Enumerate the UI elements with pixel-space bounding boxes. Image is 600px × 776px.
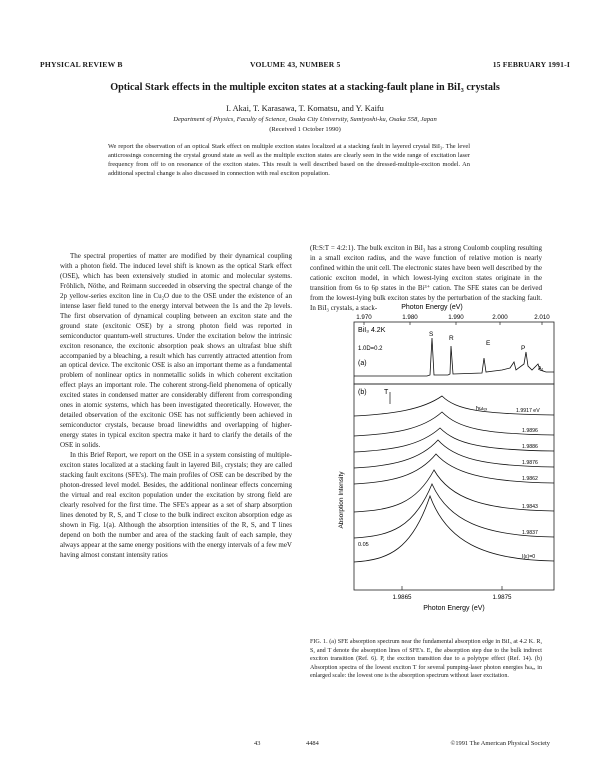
panel-b-label: (b) <box>358 389 367 396</box>
top-axis-label: Photon Energy (eV) <box>401 304 463 311</box>
line-label-a1: A₁ <box>538 366 544 372</box>
panel-b-scale: 0.05 <box>358 542 369 548</box>
abstract: We report the observation of an optical Stark effect on multiple exciton states localized at a stacking fault in layered crystal BiI₃. The level anticrossings concerning the crystal ground state as well as the multiple exciton states are clearly seen in the wide range of excitation laser frequency from off to on resonance of the exciton states. This result is well described based on the dressed-multiple-exciton model. An additional spectral change is also discussed in connection with real exciton population. <box>108 143 470 178</box>
top-tick-label: 1.980 <box>402 314 418 321</box>
figure-1-plot <box>332 300 560 636</box>
affiliation: Department of Physics, Faculty of Science, Osaka City University, Sumiyoshi-ku, Osaka 558, Japan <box>173 116 437 123</box>
bottom-axis-label: Photon Energy (eV) <box>423 605 485 612</box>
curve-label: 1.9896 <box>522 428 538 434</box>
right-column-text: (R:S:T = 4:2:1). The bulk exciton in BiI₃ has a strong Coulomb coupling resulting in a small exciton radius, and the wave function of relative motion is nearly confined within the unit cell. The electronic states have been well described by the cationic exciton model, in which lowest-lying exciton states originate in the transition from 6s to 6p states in the Bi³⁺ cation. The SFE states can be derived from the lowest-lying bulk exciton states by the perturbation of the stacking fault. In BiI₃ crystals, a stack- <box>310 244 542 312</box>
paragraph-2: In this Brief Report, we report on the OSE in a system consisting of multiple-exciton states localized at a stacking fault in layered BiI₃ crystals; they are called stacking fault excitons (SFE's). The main profiles of OSE can be described by the photon-dressed level model. Besides, the additional nonlinear effects concerning the virtual and real exciton population under the excitation by strong field are clearly resolved for the first time. The SFE's appear as a set of sharp absorption lines denoted by R, S, and T close to the bulk indirect exciton absorption edge as shown in Fig. 1(a). Although the absorption intensities of the R, S, and T lines depend on both the number and area of the stacking fault of each sample, they always appear at the same energy positions with the energy intervals of a few meV having almost constant intensity ratios <box>60 451 292 559</box>
curve-label: 1.9876 <box>522 460 538 466</box>
curve-label: 1.9917 eV <box>516 408 540 414</box>
journal-name: PHYSICAL REVIEW B <box>40 60 123 69</box>
article-title: Optical Stark effects in the multiple exciton states at a stacking-fault plane in BiI₃ crystals <box>110 82 500 93</box>
author-list: I. Akai, T. Karasawa, T. Komatsu, and Y. Kaifu <box>226 104 384 113</box>
copyright: ©1991 The American Physical Society <box>450 740 550 747</box>
figure-1 <box>332 300 560 636</box>
pump-label: ħωₑₓ <box>476 406 488 412</box>
top-tick-label: 2.010 <box>534 314 550 321</box>
y-axis-label: Absorption Intensity <box>338 471 345 529</box>
absorption-spectrum-a <box>354 338 554 376</box>
line-label-r: R <box>449 335 454 342</box>
bottom-tick-label: 1.9865 <box>392 594 412 601</box>
line-label-t: T <box>384 389 389 396</box>
curve-label: 1.9886 <box>522 444 538 450</box>
footer-volume: 43 <box>254 740 261 747</box>
panel-a-label: (a) <box>358 360 367 367</box>
paragraph-1: The spectral properties of matter are modified by their dynamical coupling with a photon field. The induced level shift is known as the optical Stark effect (OSE), which has been extensively studied in atomic and molecular systems. Fröhlich, Nöthe, and Reimann succeeded in observing the spectral change of the 2p yellow-series exciton line in Cu₂O due to the OSE under the existence of an intense laser field tuned to the energy interval between the 1s and the 2p levels. The first observation of dynamical coupling between an exciton state and the ground state (excitonic OSE) by a strong photon field was reported in semiconductor quantum-well structures. Under the excitation below the intrinsic exciton resonance, the excitonic absorption peak shows an ultrafast blue shift accompanied by a bleaching, a result which has currently attracted attention from an optical device. The excitonic OSE is also an important theme as a fundamental problem of nonlinear optics in nonmetallic solids in which coherent excitation effect plays an important role. The coherent strong-field phenomena of optically excited states in condensed matter are considerably different from corresponding ones in atomic systems, which has been investigated theoretically. However, the detailed observation of the excitonic OSE has not sufficiently been achieved in semiconductor crystals, because broad linewidths and overlapping of higher-energy states in typical exciton spectra make it hard to clarify the details of the OSE in solids. <box>60 252 292 450</box>
line-label-p: P <box>521 345 526 352</box>
left-column <box>60 252 292 561</box>
figure-caption: FIG. 1. (a) SFE absorption spectrum near the fundamental absorption edge in BiI₃ at 4.2 K. R, S, and T denote the absorption lines of SFE's. E₁ the absorption step due to the bulk indirect exciton transition (Ref. 6). P, the exciton transition due to a polytype effect (Ref. 14). (b) Absorption spectra of the lowest exciton T for several pumping-laser photon energies ħωₑₓ in enlarged scale: the lowest one is the absorption spectrum without laser excitation. <box>310 639 542 680</box>
issue-date: 15 FEBRUARY 1991-I <box>492 60 570 69</box>
page-number: 4484 <box>306 740 319 747</box>
curve-label: 1.9837 <box>522 530 538 536</box>
volume-number: VOLUME 43, NUMBER 5 <box>250 60 341 69</box>
curve-label: 1.9862 <box>522 476 538 482</box>
line-label-s: S <box>429 331 434 338</box>
top-tick-label: 1.970 <box>356 314 372 321</box>
curve-label: I(ε)=0 <box>522 554 536 560</box>
panel-a-scale: 1.0D=0.2 <box>358 346 383 352</box>
line-label-e: E <box>486 340 491 347</box>
bottom-tick-label: 1.9875 <box>492 594 512 601</box>
curve-label: 1.9843 <box>522 504 538 510</box>
received-date: (Received 1 October 1990) <box>269 126 341 133</box>
top-tick-label: 1.990 <box>448 314 464 321</box>
crystal-label: BiI₃ 4.2K <box>358 327 386 334</box>
top-tick-label: 2.000 <box>492 314 508 321</box>
